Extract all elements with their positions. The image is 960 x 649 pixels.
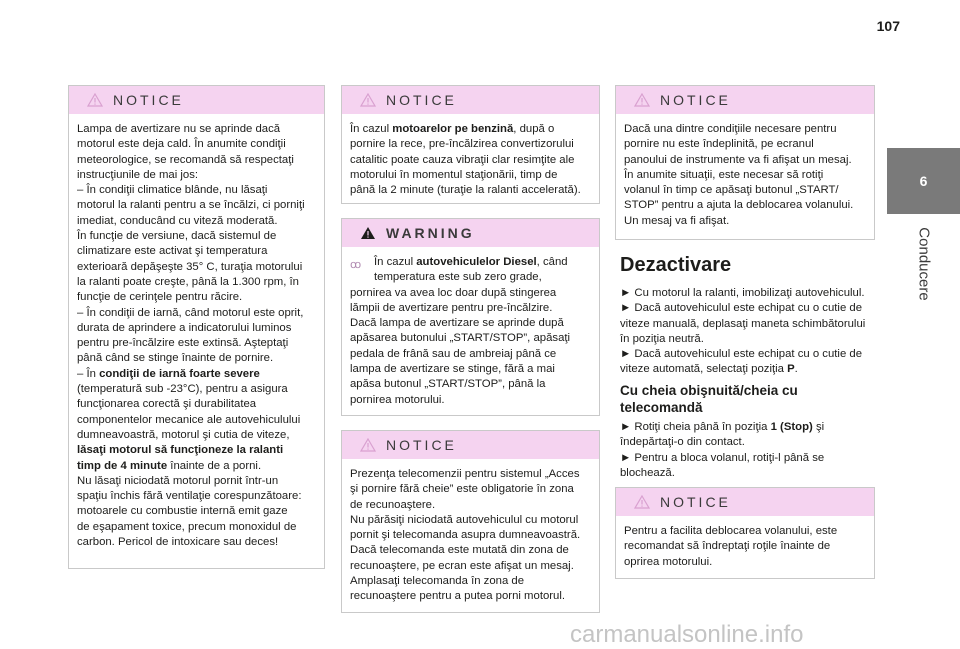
notice-title: NOTICE: [386, 92, 457, 108]
preheating-coil-icon: ꝏ: [350, 259, 362, 271]
watermark: carmanualsonline.info: [570, 621, 804, 648]
warning-triangle-icon: [87, 93, 103, 107]
notice-text: Pentru a facilita deblocarea volanului, este recomandat să îndreptaţi roţile înainte de oprirea motorului.: [624, 525, 838, 568]
section-title: Dezactivare: [620, 254, 732, 276]
notice-box-petrol: [341, 85, 600, 204]
notice-box-unlock: [615, 487, 875, 579]
warning-triangle-icon: [634, 495, 650, 509]
notice-title: NOTICE: [386, 437, 457, 453]
warning-triangle-icon: [360, 226, 376, 240]
notice-header: [69, 86, 324, 114]
notice-title: NOTICE: [113, 92, 184, 108]
notice-header: [342, 431, 599, 459]
key-instructions-text: ► Rotiţi cheia până în poziţia 1 (Stop) şi îndepărtaţi-o din contact. ► Pentru a bloca volanul, rotiţi-l până se blochează.: [620, 421, 825, 479]
warning-header: [342, 219, 599, 247]
notice-text: Prezenţa telecomenzii pentru sistemul „Acces şi pornire fără cheie” este obligatorie în zona de recunoaştere. Nu părăsiţi niciodată autovehiculul cu motorul pornit şi telecomanda asupra dumneavoastră. Dacă telecomanda este mutată din zona de recunoaştere, pe ecran este afişat un mesaj. Amplasaţi telecomanda în zona de recunoaştere pentru a putea porni motorul.: [350, 468, 581, 603]
chapter-title: Conducere: [915, 227, 932, 301]
notice-text: În cazul motoarelor pe benzină, după o pornire la rece, pre-încălzirea convertizorului catalitic poate cauza vibraţii clar resimţite ale motorului în momentul staţionării, timp de până la 2 minute (turaţie la ralanti accelerată).: [350, 123, 581, 197]
notice-title: NOTICE: [660, 494, 731, 510]
deactivation-text: ► Cu motorul la ralanti, imobilizaţi autovehiculul. ► Dacă autovehiculul este echipat cu o cutie de viteze manuală, deplasaţi maneta schimbătorului în poziţia neutră. ► Dacă autovehiculul este echipat cu o cutie de viteze automată, selectaţi poziţia P.: [620, 287, 866, 376]
notice-box-remote: [341, 430, 600, 613]
warning-text: ꝏ În cazul autovehiculelor Diesel, când temperatura este sub zero grade, pornirea va avea loc doar după stingerea lămpii de avertizare pentru pre-încălzire. Dacă lampa de avertizare se aprinde după apăsarea butonului „START/STOP”, apăsaţi pedala de frână sau de ambreiaj până ce lampa de avertizare se stinge, fără a mai apăsa butonul „START/STOP”, până la pornirea motorului.: [350, 256, 571, 406]
notice-header: [616, 488, 874, 516]
notice-title: NOTICE: [660, 92, 731, 108]
warning-triangle-icon: [634, 93, 650, 107]
warning-box-diesel: [341, 218, 600, 416]
notice-box-cold-start: [68, 85, 325, 569]
chapter-tab[interactable]: 6: [887, 148, 960, 214]
notice-header: [616, 86, 874, 114]
warning-triangle-icon: [360, 93, 376, 107]
page-number: 107: [876, 18, 900, 34]
notice-text: Dacă una dintre condiţiile necesare pentru pornire nu este îndeplinită, pe ecranul panoului de instrumente va fi afişat un mesaj. În anumite situaţii, este necesar să rotiţi volanul în timp ce apăsaţi butonul „START/ STOP” pentru a ajuta la deblocarea volanului. Un mesaj va fi afişat.: [624, 123, 854, 227]
subsection-title: Cu cheia obişnuită/cheia cu telecomandă: [620, 383, 798, 415]
warning-triangle-icon: [360, 438, 376, 452]
notice-header: [342, 86, 599, 114]
warning-title: WARNING: [386, 225, 475, 241]
notice-text: Lampa de avertizare nu se aprinde dacă motorul este deja cald. În anumite condiţii meteorologice, se recomandă să respectaţi instrucţiunile de mai jos: – În condiţii climatice blânde, nu lăsaţi motorul la ralanti pentru a se încălzi, ci porniţi imediat, conducând cu viteză moderată. În funcţie de versiune, dacă sistemul de climatizare este activat şi temperatura exterioară depăşeşte 35° C, turaţia motorului la ralanti poate creşte, până la 1.300 rpm, în funcţie de cerinţele pentru răcire. – În condiţii de iarnă, când motorul este oprit, durata de aprindere a indicatorului luminos pentru pre-încălzire este extinsă. Aşteptaţi până când se stinge înainte de pornire. – În condiţii de iarnă foarte severe (temperatură sub -23°C), pentru a asigura funcţionarea corectă şi durabilitatea componentelor mecanice ale autovehiculului dumneavoastră, motorul şi cutia de viteze, lăsaţi motorul să funcţioneze la ralanti timp de 4 minute înainte de a porni. Nu lăsaţi niciodată motorul pornit într-un spaţiu închis fără ventilaţie corespunzătoare: motoarele cu combustie internă emit gaze de eşapament toxice, precum monoxidul de carbon. Pericol de intoxicare sau deces!: [77, 123, 305, 549]
notice-box-conditions: [615, 85, 875, 240]
